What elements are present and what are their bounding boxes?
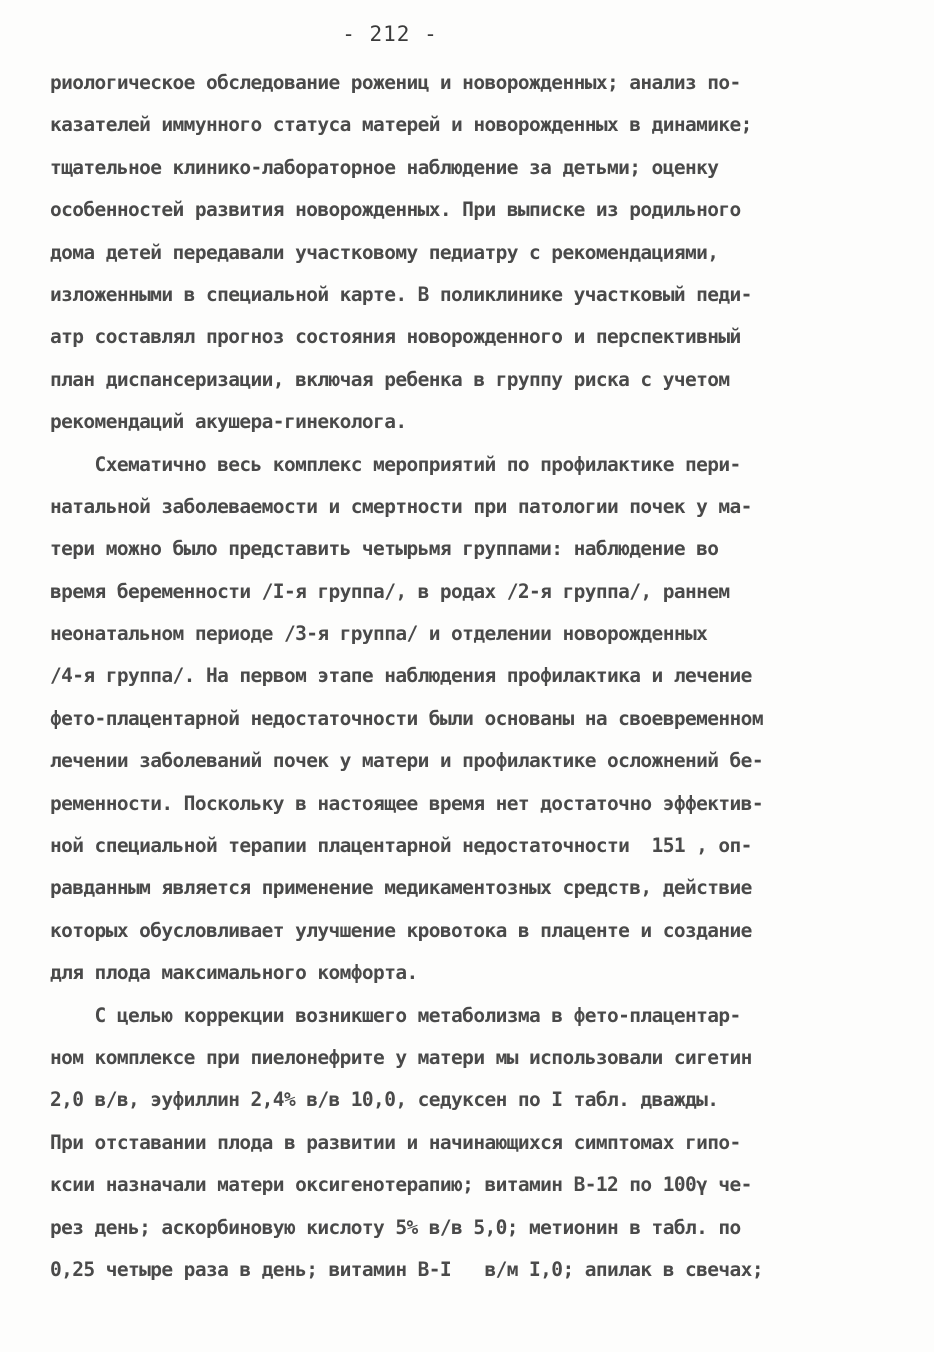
text-line: дома детей передавали участковому педиатру с рекомендациями, bbox=[50, 240, 719, 264]
text-line: для плода максимального комфорта. bbox=[50, 961, 418, 985]
text-line: изложенными в специальной карте. В поликлинике участковый педи- bbox=[50, 282, 752, 306]
text-line: которых обусловливает улучшение кровотока в плаценте и создание bbox=[50, 918, 752, 942]
text-line: рез день; аскорбиновую кислоту 5% в/в 5,0; метионин в табл. по bbox=[50, 1215, 741, 1239]
page-number: - 212 - bbox=[342, 22, 438, 46]
text-line: лечении заболеваний почек у матери и профилактике осложнений бе- bbox=[50, 749, 763, 773]
body-text bbox=[50, 62, 910, 1291]
text-line: При отставании плода в развитии и начинающихся симптомах гипо- bbox=[50, 1130, 741, 1154]
text-line: ной специальной терапии плацентарной недостаточности 151 , оп- bbox=[50, 834, 752, 858]
text-line: /4-я группа/. На первом этапе наблюдения профилактика и лечение bbox=[50, 664, 752, 688]
text-line: фето-плацентарной недостаточности были основаны на своевременном bbox=[50, 706, 763, 730]
text-line: равданным является применение медикаментозных средств, действие bbox=[50, 876, 752, 900]
text-line: казателей иммунного статуса матерей и новорожденных в динамике; bbox=[50, 113, 752, 137]
text-line: ном комплексе при пиелонефрите у матери мы использовали сигетин bbox=[50, 1045, 752, 1069]
text-line: 0,25 четыре раза в день; витамин В-I в/м I,0; апилак в свечах; bbox=[50, 1257, 763, 1281]
text-line: атр составлял прогноз состояния новорожденного и перспективный bbox=[50, 325, 741, 349]
text-line: натальной заболеваемости и смертности при патологии почек у ма- bbox=[50, 494, 752, 518]
text-line: неонатальном периоде /3-я группа/ и отделении новорожденных bbox=[50, 622, 708, 646]
text-line: тери можно было представить четырьмя группами: наблюдение во bbox=[50, 537, 719, 561]
text-line: С целью коррекции возникшего метаболизма в фето-плацентар- bbox=[50, 1003, 741, 1027]
text-line: 2,0 в/в, эуфиллин 2,4% в/в 10,0, седуксен по I табл. дважды. bbox=[50, 1088, 719, 1112]
text-line: рекомендаций акушера-гинеколога. bbox=[50, 410, 407, 434]
text-line: ксии назначали матери оксигенотерапию; витамин В-12 по 100γ че- bbox=[50, 1173, 752, 1197]
text-line: тщательное клинико-лабораторное наблюдение за детьми; оценку bbox=[50, 155, 719, 179]
text-line: риологическое обследование рожениц и новорожденных; анализ по- bbox=[50, 71, 741, 94]
text-line: Схематично весь комплекс мероприятий по профилактике пери- bbox=[50, 452, 741, 476]
text-line: особенностей развития новорожденных. При выписке из родильного bbox=[50, 198, 741, 222]
text-line: ременности. Поскольку в настоящее время нет достаточно эффектив- bbox=[50, 791, 763, 815]
text-line: план диспансеризации, включая ребенка в группу риска с учетом bbox=[50, 367, 730, 391]
text-line: время беременности /I-я группа/, в родах /2-я группа/, раннем bbox=[50, 579, 730, 603]
